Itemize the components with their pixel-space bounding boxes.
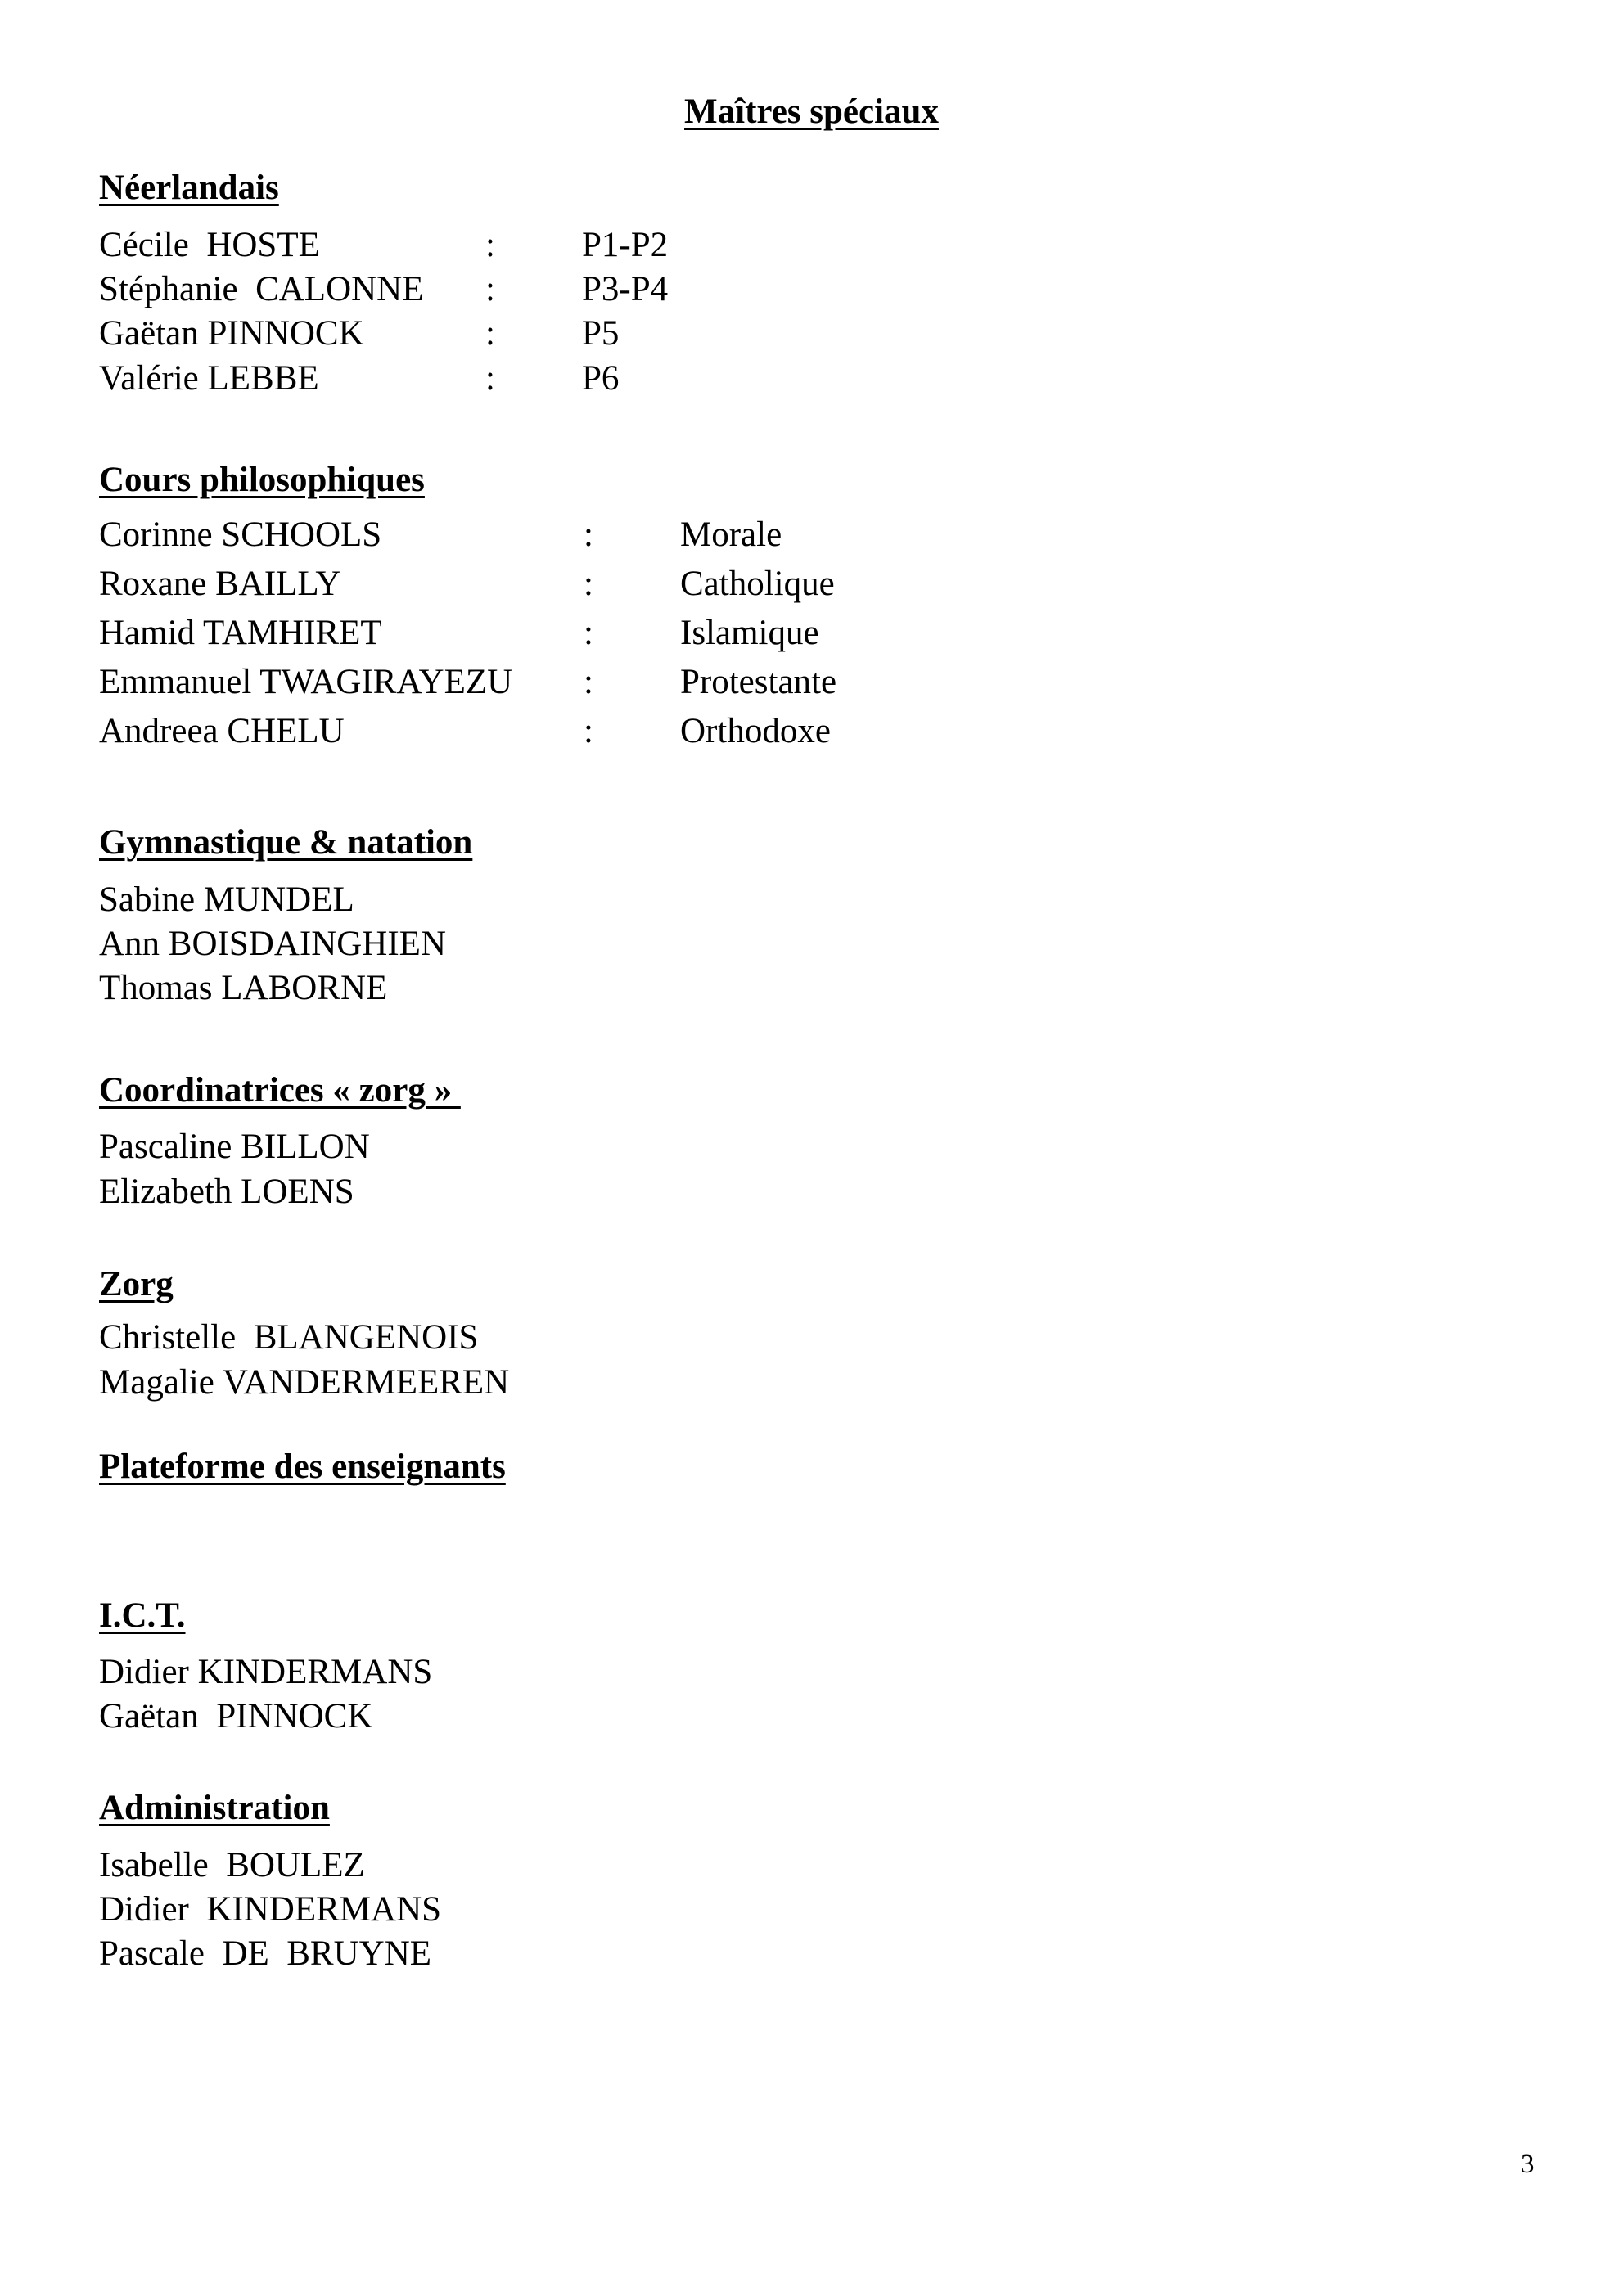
teacher-name: Gaëtan PINNOCK: [99, 314, 364, 353]
course-value: Catholique: [680, 565, 835, 603]
teacher-name: Stéphanie CALONNE: [99, 270, 424, 308]
teacher-name: Didier KINDERMANS: [99, 1653, 433, 1691]
section-heading-zorg: Zorg: [99, 1265, 174, 1303]
course-value: Protestante: [680, 663, 837, 701]
teacher-name: Cécile HOSTE: [99, 226, 320, 264]
course-value: Morale: [680, 515, 782, 554]
separator: :: [485, 226, 495, 264]
staff-name: Isabelle BOULEZ: [99, 1846, 365, 1884]
teacher-name: Thomas LABORNE: [99, 969, 388, 1007]
separator: :: [584, 712, 593, 750]
section-heading-ict: I.C.T.: [99, 1596, 186, 1635]
section-heading-neerlandais: Néerlandais: [99, 169, 279, 207]
class-value: P5: [582, 314, 620, 353]
class-value: P1-P2: [582, 226, 669, 264]
teacher-name: Gaëtan PINNOCK: [99, 1697, 373, 1736]
teacher-name: Magalie VANDERMEEREN: [99, 1363, 510, 1402]
separator: :: [485, 270, 495, 308]
class-value: P3-P4: [582, 270, 669, 308]
teacher-name: Corinne SCHOOLS: [99, 515, 382, 554]
separator: :: [584, 565, 593, 603]
separator: :: [584, 614, 593, 652]
page-number: 3: [1521, 2150, 1535, 2179]
section-heading-philo: Cours philosophiques: [99, 461, 425, 499]
section-heading-plateforme: Plateforme des enseignants: [99, 1447, 506, 1486]
separator: :: [584, 515, 593, 554]
teacher-name: Valérie LEBBE: [99, 359, 319, 398]
separator: :: [485, 359, 495, 398]
page-title: Maîtres spéciaux: [684, 92, 939, 131]
course-value: Islamique: [680, 614, 819, 652]
staff-name: Pascale DE BRUYNE: [99, 1934, 432, 1973]
teacher-name: Ann BOISDAINGHIEN: [99, 925, 446, 963]
teacher-name: Andreea CHELU: [99, 712, 345, 750]
section-heading-coordinatrices: Coordinatrices « zorg »: [99, 1071, 461, 1110]
staff-name: Didier KINDERMANS: [99, 1890, 442, 1929]
teacher-name: Roxane BAILLY: [99, 565, 341, 603]
separator: :: [584, 663, 593, 701]
class-value: P6: [582, 359, 620, 398]
teacher-name: Sabine MUNDEL: [99, 880, 354, 919]
teacher-name: Elizabeth LOENS: [99, 1173, 354, 1211]
teacher-name: Christelle BLANGENOIS: [99, 1318, 479, 1357]
teacher-name: Hamid TAMHIRET: [99, 614, 382, 652]
separator: :: [485, 314, 495, 353]
section-heading-gym: Gymnastique & natation: [99, 823, 473, 862]
section-heading-administration: Administration: [99, 1789, 330, 1827]
teacher-name: Emmanuel TWAGIRAYEZU: [99, 663, 513, 701]
course-value: Orthodoxe: [680, 712, 831, 750]
teacher-name: Pascaline BILLON: [99, 1128, 370, 1166]
